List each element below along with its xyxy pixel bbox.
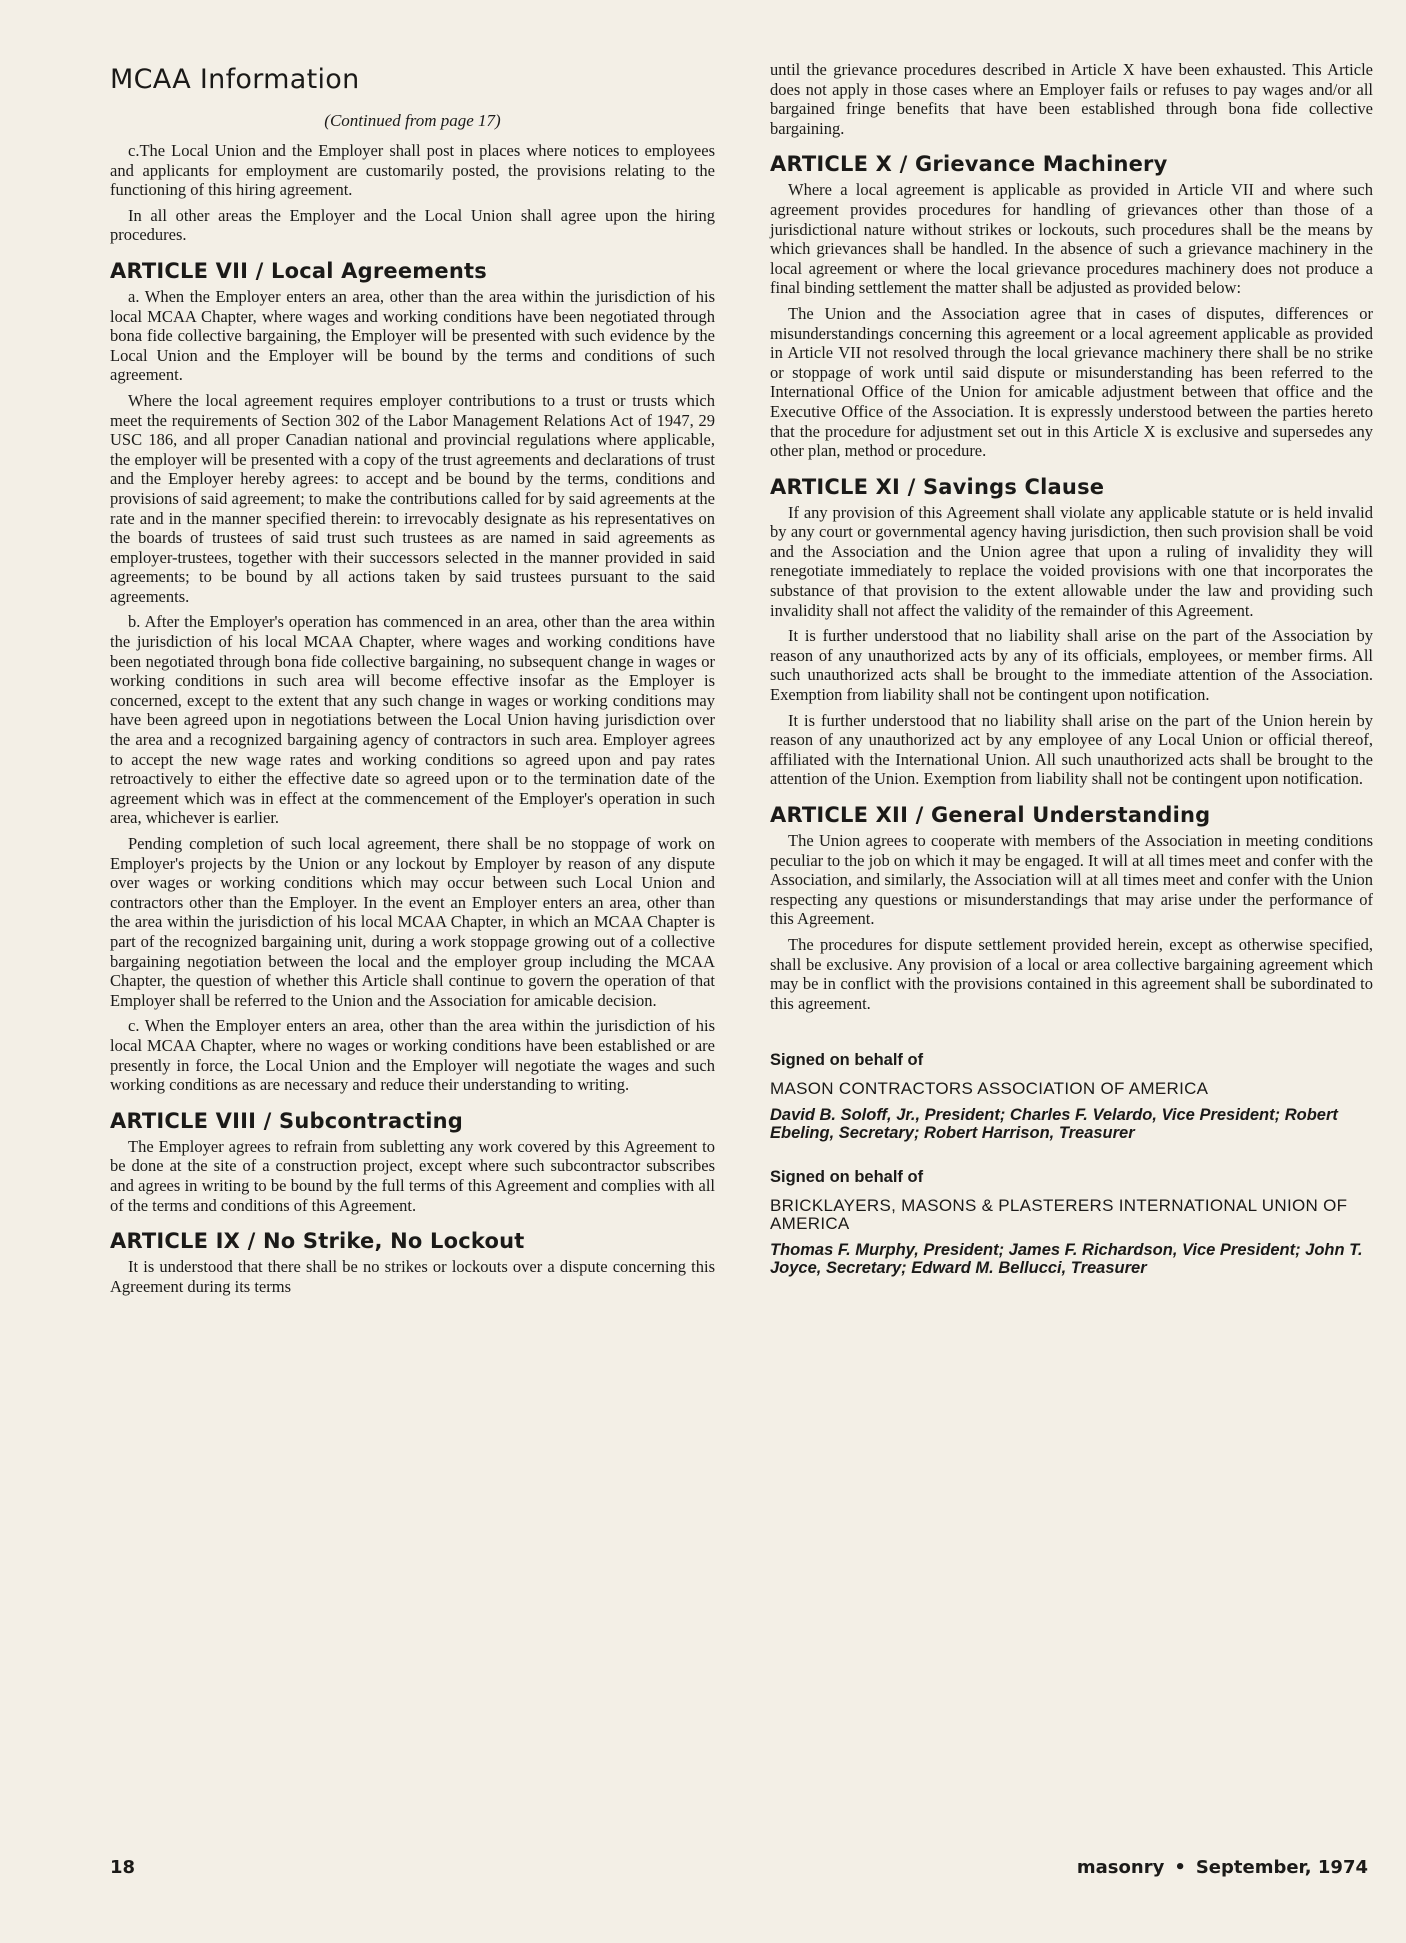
paragraph: It is further understood that no liability shall arise on the part of the Association by reason of any unauthorized acts by any of its officials, employees, or member firms. All such unauthorized acts shall be brought to the immediate attention of the Association. Exemption from liability shall not be contingent upon notification. — [770, 626, 1373, 705]
continued-note: (Continued from page 17) — [324, 111, 501, 130]
page-number: 18 — [110, 1857, 136, 1878]
paragraph: The Union agrees to cooperate with members of the Association in meeting conditions peculiar to the job on which it may be engaged. It will at all times meet and confer with the Association, and similarly, the Association will at all times meet and confer with the Union respecting any questions or misunderstandings that may arise under the performance of this Agreement. — [770, 831, 1373, 929]
article-10-heading: ARTICLE X / Grievance Machinery — [770, 152, 1168, 177]
paragraph: Where a local agreement is applicable as provided in Article VII and where such agreement provides procedures for handling of grievances other than those of a jurisdictional nature without strikes or lockouts, such procedures shall be the means by which grievances shall be handled. In the absence of such a grievance machinery in the local agreement or where the local grievance procedures machinery does not produce a final binding settlement the matter shall be adjusted as provided below: — [770, 180, 1373, 298]
article-12-heading: ARTICLE XII / General Understanding — [770, 803, 1211, 827]
paragraph: The Employer agrees to refrain from subletting any work covered by this Agreement to be done at the site of a construction project, except where such subcontractor subscribes and agrees in writing to be bound by the full terms of this Agreement and complies with all of the terms and conditions of this Agreement. — [110, 1136, 715, 1215]
bullet-separator: • — [1174, 1857, 1186, 1878]
signature-names: David B. Soloff, Jr., President; Charles F. Velardo, Vice President; Robert Ebeling, Secretary; Robert Harrison, Treasurer — [770, 1106, 1338, 1143]
magazine-name: masonry — [1076, 1857, 1165, 1878]
paragraph: It is further understood that no liability shall arise on the part of the Union herein by reason of any unauthorized act by any employee of any Local Union or official thereof, affiliated with the International Union. All such unauthorized acts shall be brought to the attention of the Union. Exemption from liability shall not be contingent upon notification. — [770, 710, 1373, 789]
paragraph: The Union and the Association agree that in cases of disputes, differences or misunderstandings concerning this agreement or a local agreement applicable as provided in Article VII not resolved through the local grievance machinery there shall be no strike or stoppage of work until said dispute or misunderstanding has been referred to the International Office of the Union for amicable adjustment between that office and the Executive Office of the Association. It is expressly understood between the parties hereto that the procedure for adjustment set out in this Article X is exclusive and supersedes any other plan, method or procedure. — [770, 303, 1373, 461]
paragraph: If any provision of this Agreement shall violate any applicable statute or is held invalid by any court or governmental agency having jurisdiction, then such provision shall be void and the Association and the Union agree that upon a ruling of invalidity they will renegotiate immediately to replace the voided provisions with one that incorporates the substance of that provision to the extent allowable under the law and providing such invalidity shall not affect the validity of the remainder of this Agreement. — [770, 502, 1373, 620]
right-column — [770, 60, 1373, 1303]
paragraph: It is understood that there shall be no strikes or lockouts over a dispute concerning this Agreement during its terms — [110, 1257, 715, 1296]
article-11-heading: ARTICLE XI / Savings Clause — [770, 474, 1105, 499]
paragraph: c.The Local Union and the Employer shall post in places where notices to employees and applicants for employment are customarily posted, the provisions relating to the functioning of this hiring agreement. — [110, 141, 715, 200]
signature-organization: BRICKLAYERS, MASONS & PLASTERERS INTERNATIONAL UNION OF AMERICA — [770, 1196, 1348, 1234]
signature-block — [770, 1051, 1373, 1277]
signature-label: Signed on behalf of — [770, 1051, 924, 1070]
article-9-heading: ARTICLE IX / No Strike, No Lockout — [110, 1229, 525, 1254]
signature-label: Signed on behalf of — [770, 1168, 924, 1187]
page-title: MCAA Information — [110, 64, 360, 95]
article-7-heading: ARTICLE VII / Local Agreements — [110, 258, 487, 283]
paragraph: Pending completion of such local agreement, there shall be no stoppage of work on Employer's projects by the Union or any lockout by Employer by reason of any dispute over wages or working conditions which may occur between such Local Union and contractors other than the Employer. In the event an Employer enters an area, other than the area within the jurisdiction of his local MCAA Chapter, in which an MCAA Chapter is part of the recognized bargaining unit, during a work stoppage growing out of a collective bargaining negotiation between the local and the employer group including the MCAA Chapter, the question of whether this Article shall continue to govern the operation of that Employer shall be referred to the Union and the Association for amicable decision. — [110, 834, 715, 1010]
paragraph: Where the local agreement requires employer contributions to a trust or trusts which meet the requirements of Section 302 of the Labor Management Relations Act of 1947, 29 USC 186, and all proper Canadian national and provincial regulations where applicable, the employer will be presented with a copy of the trust agreements and declarations of trust and the Employer hereby agrees: to accept and be bound by the terms, conditions and provisions of said agreement; to make the contributions called for by said agreements at the rate and in the manner specified therein: to irrevocably designate as his representatives on the boards of trustees of said trust such trustees as are named in said agreements as employer-trustees, together with their successors selected in the manner provided in said agreements; to be bound by all actions taken by said trustees pursuant to the said agreements. — [110, 390, 715, 606]
footer-publication — [1077, 1857, 1368, 1878]
signature-names: Thomas F. Murphy, President; James F. Richardson, Vice President; John T. Joyce, Secretary; Edward M. Bellucci, Treasurer — [770, 1241, 1363, 1278]
issue-date: September, 1974 — [1195, 1857, 1368, 1878]
signature-organization: MASON CONTRACTORS ASSOCIATION OF AMERICA — [770, 1079, 1209, 1099]
paragraph: c. When the Employer enters an area, other than the area within the jurisdiction of his local MCAA Chapter, where no wages or working conditions have been established or are presently in force, the Local Union and the Employer will negotiate the wages and such working conditions as are necessary and reduce their understanding to writing. — [110, 1016, 715, 1095]
paragraph: until the grievance procedures described in Article X have been exhausted. This Article does not apply in those cases where an Employer fails or refuses to pay wages and/or all bargained fringe benefits that have been established through bona fide collective bargaining. — [770, 60, 1373, 138]
paragraph: The procedures for dispute settlement provided herein, except as otherwise specified, shall be exclusive. Any provision of a local or area collective bargaining agreement which may be in conflict with the provisions contained in this agreement shall be subordinated to this agreement. — [770, 934, 1373, 1013]
article-8-heading: ARTICLE VIII / Subcontracting — [110, 1108, 464, 1133]
paragraph: b. After the Employer's operation has commenced in an area, other than the area within the jurisdiction of his local MCAA Chapter, where wages and working conditions have been negotiated through bona fide collective bargaining, no subsequent change in wages or working conditions in such area will become effective insofar as the Employer is concerned, except to the extent that any such change in wages or working conditions may have been agreed upon in negotiations between the Local Union having jurisdiction over the area and a recognized bargaining agency of contractors in such area. Employer agrees to accept the new wage rates and working conditions so agreed upon and pay rates retroactively to either the effective date so agreed upon or to the termination date of the agreement which was in effect at the commencement of the Employer's operation in such area, whichever is earlier. — [110, 612, 715, 828]
left-column — [110, 60, 715, 1302]
paragraph: In all other areas the Employer and the Local Union shall agree upon the hiring procedures. — [110, 205, 715, 245]
paragraph: a. When the Employer enters an area, other than the area within the jurisdiction of his local MCAA Chapter, where wages and working conditions have been negotiated through bona fide collective bargaining, the Employer will be presented with such evidence by the Local Union and the Employer will be bound by the terms and conditions of such agreement. — [110, 286, 715, 385]
